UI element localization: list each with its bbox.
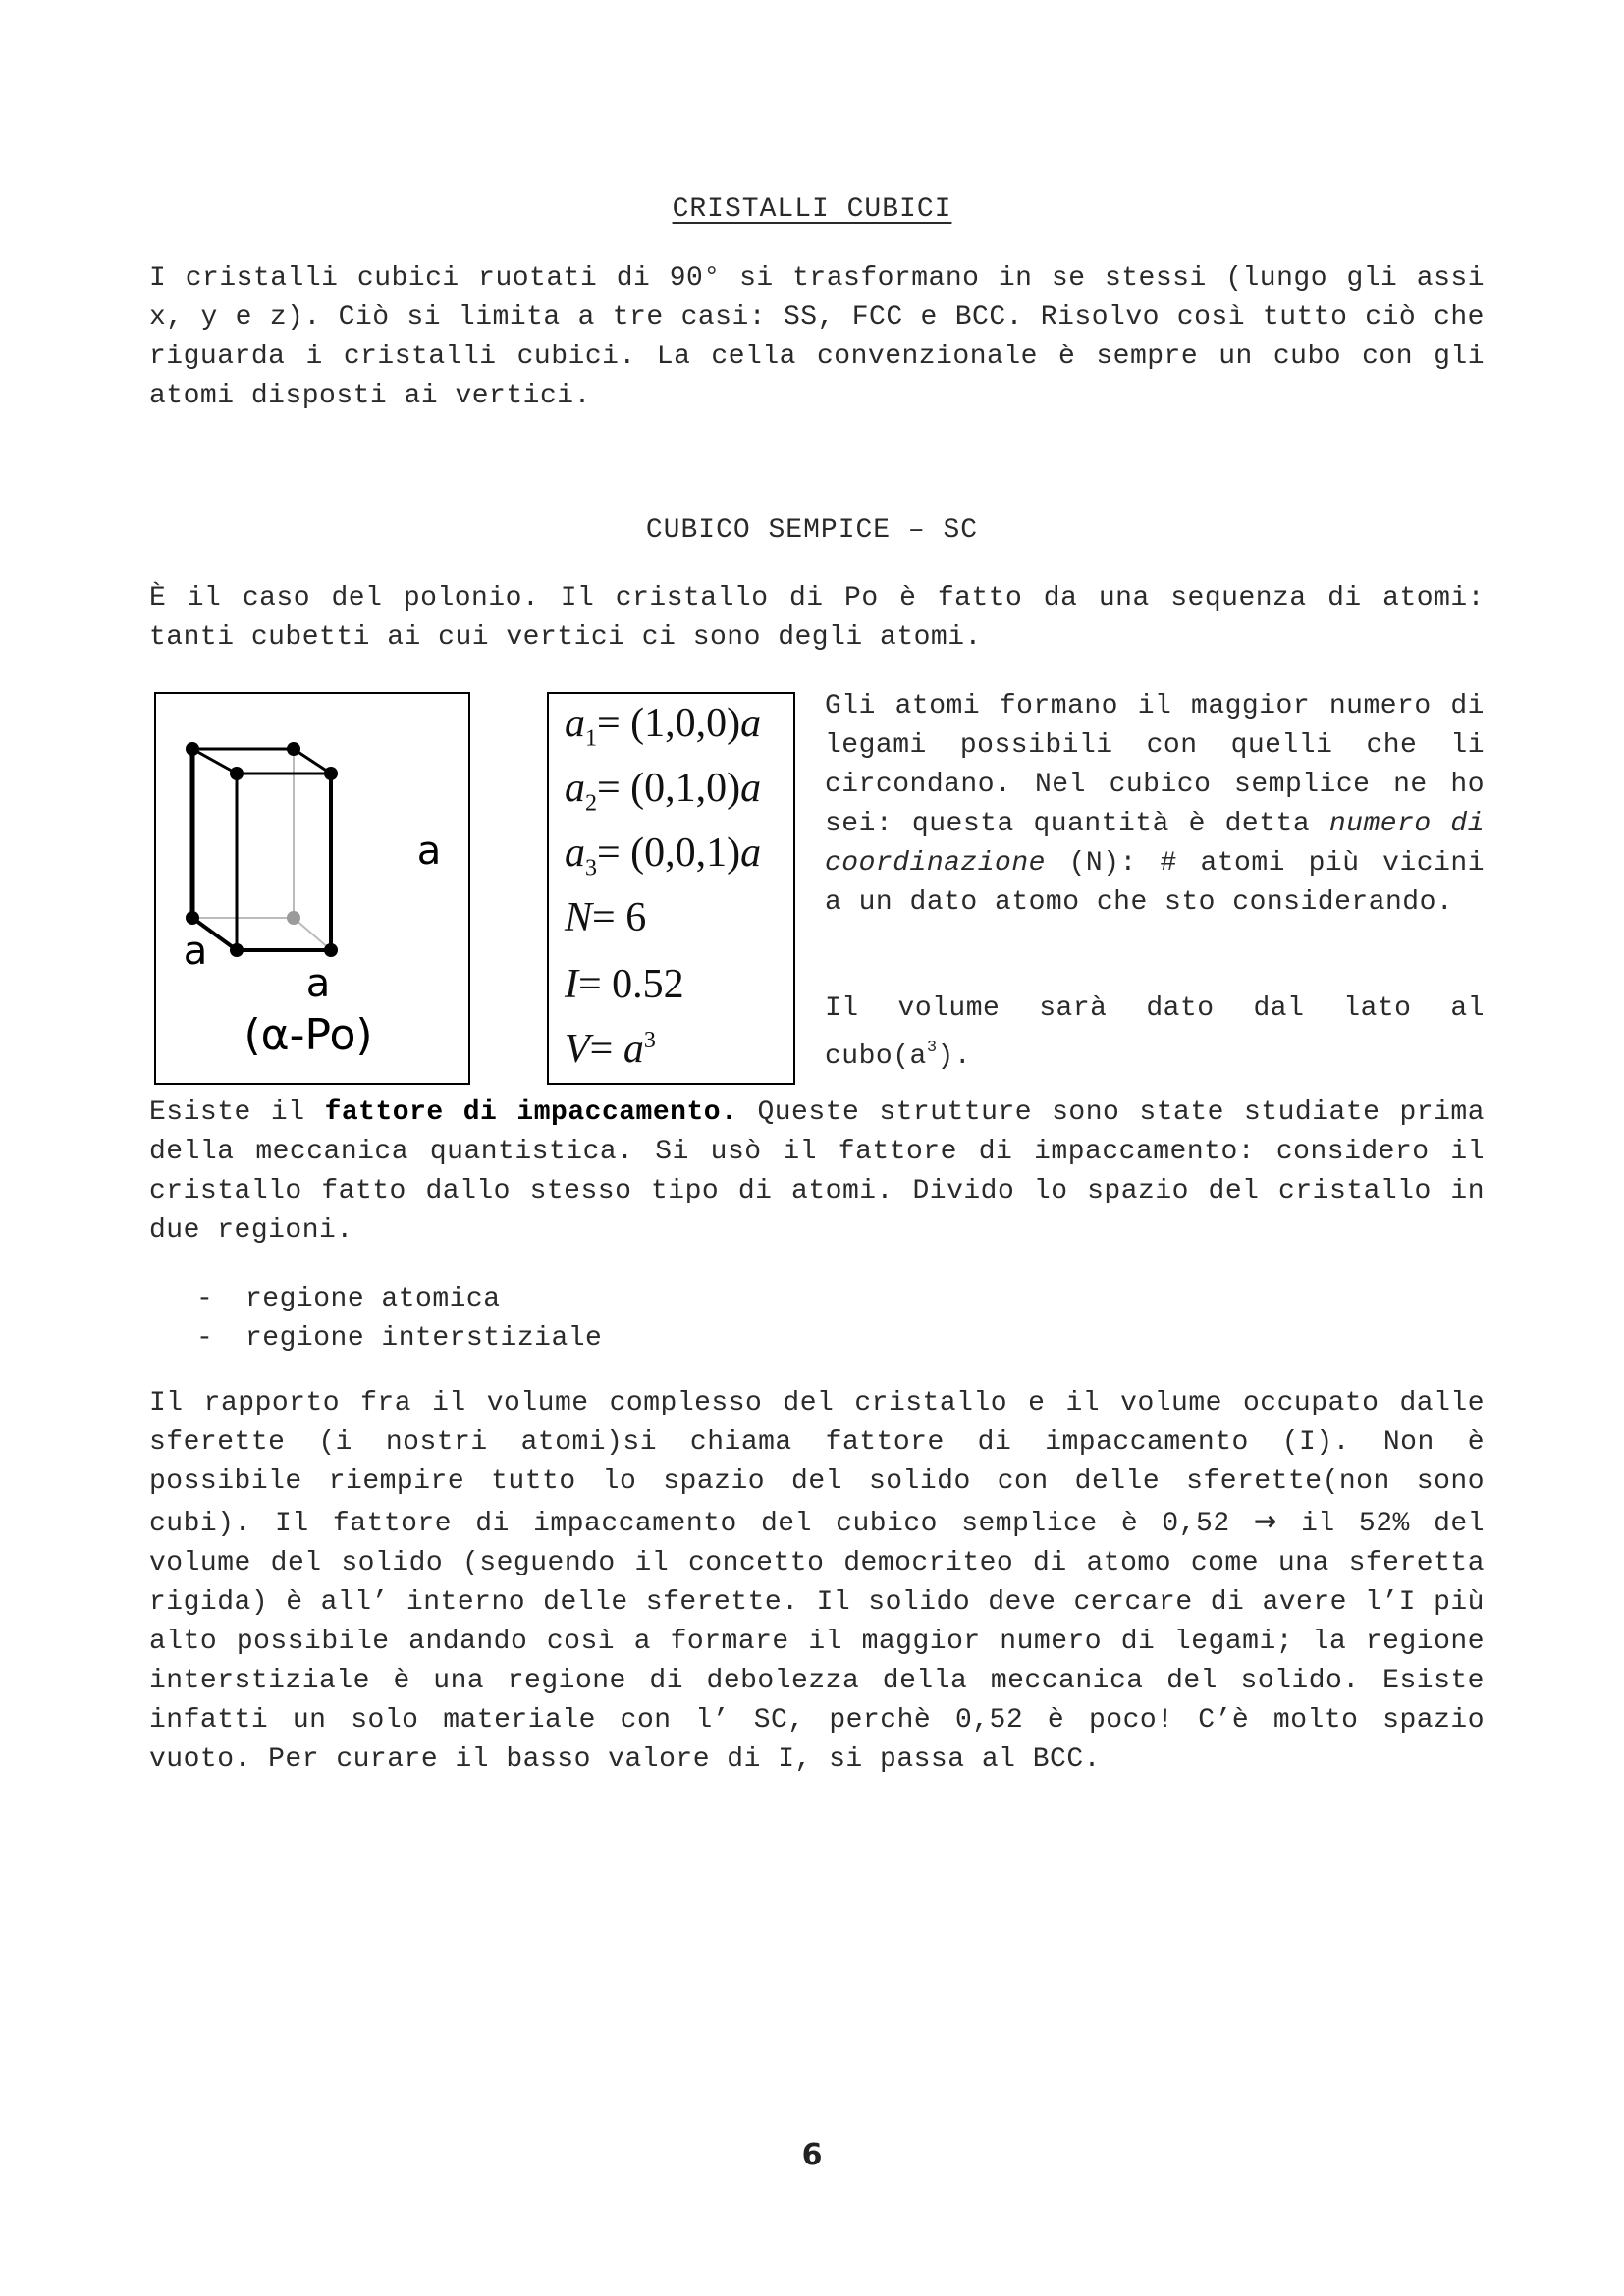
cube-edge <box>192 749 237 774</box>
formula-exponent: 3 <box>643 1028 656 1053</box>
simple-cubic-diagram <box>156 694 468 1083</box>
volume-text-end: ). <box>937 1041 972 1072</box>
formula-symbol: a <box>565 766 585 811</box>
packing-text: Esiste il <box>149 1097 325 1128</box>
page-number: 6 <box>801 2138 823 2172</box>
formula-symbol: N <box>565 895 593 940</box>
formula-base: a <box>623 1027 644 1072</box>
coordination-paragraph <box>825 687 1485 923</box>
cube-figure <box>154 692 470 1085</box>
packing-term: fattore di impaccamento. <box>324 1097 738 1128</box>
heading-text: CRISTALLI CUBICI <box>672 194 952 225</box>
formula-value: = (1,0,0) <box>597 701 741 746</box>
formula-value: = (0,0,1) <box>597 830 741 876</box>
atom <box>186 742 199 756</box>
atom <box>186 911 199 925</box>
formula-n <box>565 894 646 941</box>
atom <box>230 767 244 780</box>
packing-paragraph <box>149 1094 1485 1251</box>
section-title: CUBICO SEMPICE – SC <box>645 515 979 546</box>
formula-box <box>547 692 795 1085</box>
volume-text: Il volume sarà dato dal lato al cubo(a <box>825 993 1485 1072</box>
coordination-text-end: (N): # atomi più vicini a un dato atomo che sto considerando. <box>825 848 1485 918</box>
arrow-icon: → <box>1253 1505 1277 1537</box>
ratio-text-end: il 52% del volume del solido (seguendo il concetto democriteo di atomo come una sferetta rigida) è all’ interno delle sferette. Il solido deve cercare di avere l’I più alto possibile andando così a formare il maggior numero di legami; la regione interstiziale è una regione di debolezza della meccanica del solido. Esiste infatti un solo materiale con l’ SC, perchè 0,52 è poco! C’è molto spazio vuoto. Per curare il basso valore di I, si passa al BCC. <box>149 1509 1485 1775</box>
coordination-term: numero di coordinazione <box>825 809 1485 879</box>
formula-unit: a <box>740 701 762 746</box>
formula-value: = (0,1,0) <box>597 766 741 811</box>
volume-exponent: 3 <box>926 1039 938 1057</box>
intro-paragraph: I cristalli cubici ruotati di 90° si trasformano in se stessi (lungo gli assi x, y e z). Ciò si limita a tre casi: SS, FCC e BCC. Risolvo così tutto ciò che riguarda i cristalli cubici. La cella convenzionale è sempre un cubo con gli atomi disposti ai vertici. <box>149 263 1485 411</box>
regions-list <box>196 1280 602 1359</box>
atom <box>324 767 338 780</box>
formula-value: = 6 <box>592 895 647 940</box>
formula-unit: a <box>740 766 762 811</box>
formula-symbol: V <box>565 1027 590 1072</box>
volume-paragraph <box>825 989 1485 1077</box>
atom <box>287 742 300 756</box>
edge-label-bottom: a <box>305 961 331 1006</box>
atom-hidden <box>287 911 300 925</box>
formula-subscript: 1 <box>585 725 597 752</box>
formula-a2 <box>565 765 761 817</box>
cube-edge-hidden <box>294 918 331 950</box>
formula-subscript: 2 <box>585 790 597 817</box>
ratio-paragraph <box>149 1384 1485 1780</box>
edge-label-right: a <box>416 828 442 874</box>
formula-symbol: a <box>565 830 585 876</box>
figure-caption: (α-Po) <box>244 1010 373 1060</box>
formula-i <box>565 961 684 1008</box>
formula-subscript: 3 <box>585 855 597 881</box>
formula-a1 <box>565 700 761 752</box>
sc-intro-paragraph: È il caso del polonio. Il cristallo di Po è fatto da una sequenza di atomi: tanti cubetti ai cui vertici ci sono degli atomi. <box>149 583 1485 653</box>
atom <box>230 943 244 957</box>
formula-value: = 0.52 <box>578 962 684 1007</box>
formula-v <box>565 1026 656 1073</box>
ratio-text: Il rapporto fra il volume complesso del cristallo e il volume occupato dalle sferette (i nostri atomi)si chiama fattore di impaccamento (I). Non è possibile riempire tutto lo spazio del solido con delle sferette(non sono cubi). Il fattore di impaccamento del cubico semplice è 0,52 <box>149 1388 1485 1539</box>
edge-label-left: a <box>183 929 208 974</box>
formula-symbol: a <box>565 701 585 746</box>
atom <box>324 943 338 957</box>
formula-symbol: I <box>565 962 578 1007</box>
list-item: - regione interstiziale <box>196 1319 602 1359</box>
coordination-text: Gli atomi formano il maggior numero di legami possibili con quelli che li circondano. Nel cubico semplice ne ho sei: questa quantità è detta <box>825 691 1485 839</box>
page-heading <box>0 194 1624 225</box>
formula-a3 <box>565 829 761 881</box>
formula-value: = <box>589 1027 623 1072</box>
formula-unit: a <box>740 830 762 876</box>
list-item: - regione atomica <box>196 1280 602 1319</box>
packing-text-end: Queste strutture sono state studiate prima della meccanica quantistica. Si usò il fattore di impaccamento: considero il cristallo fatto dallo stesso tipo di atomi. Divido lo spazio del cristallo in due regioni. <box>149 1097 1485 1246</box>
